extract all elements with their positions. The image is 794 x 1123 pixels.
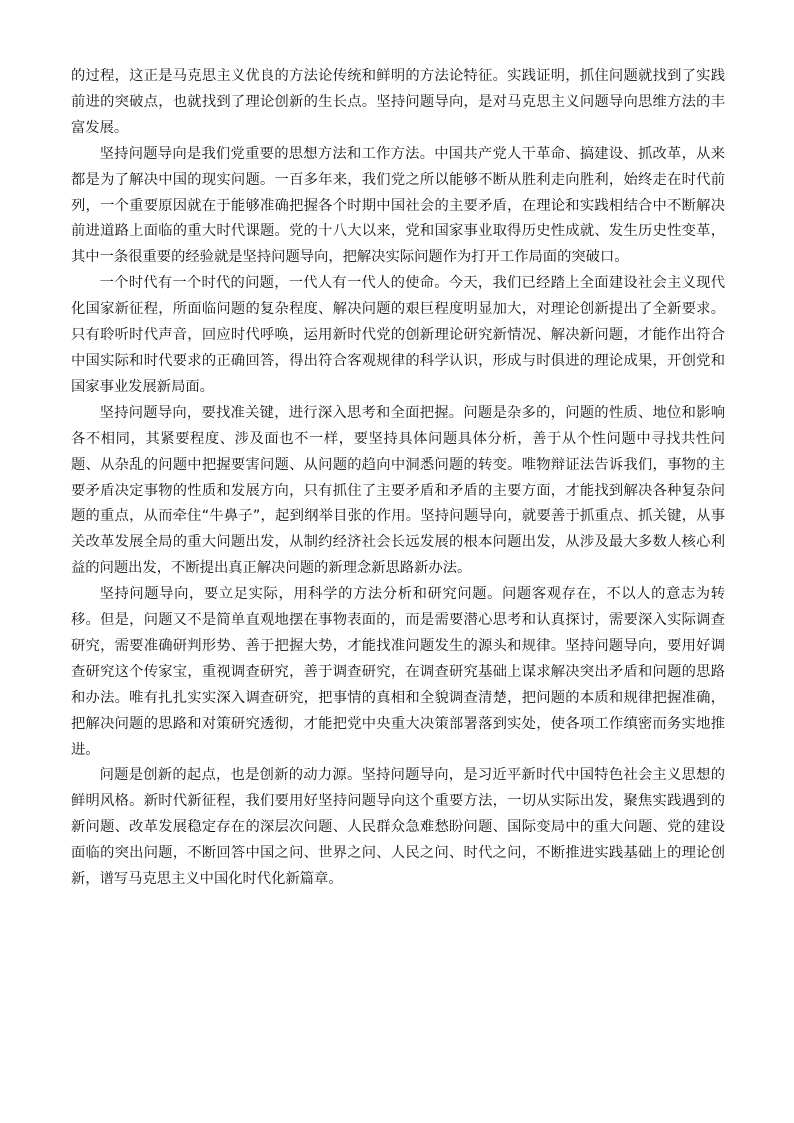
paragraph: 一个时代有一个时代的问题，一代人有一代人的使命。今天，我们已经踏上全面建设社会主义现代化国家新征程，所面临问题的复杂程度、解决问题的艰巨程度明显加大，对理论创新提出了全新要求。只有聆听时代声音，回应时代呼唤，运用新时代党的创新理论研究新情况、解决新问题，才能作出符合中国实际和时代要求的正确回答，得出符合客观规律的科学认识，形成与时俱进的理论成果，开创党和国家事业发展新局面。 bbox=[71, 275, 725, 395]
paragraph: 坚持问题导向，要立足实际，用科学的方法分析和研究问题。问题客观存在，不以人的意志为转移。但是，问题又不是简单直观地摆在事物表面的，而是需要潜心思考和认真探讨，需要深入实际调查研究，需要准确研判形势、善于把握大势，才能找准问题发生的源头和规律。坚持问题导向，要用好调查研究这个传家宝，重视调查研究，善于调查研究，在调查研究基础上谋求解决突出矛盾和问题的思路和办法。唯有扎扎实实深入调查研究，把事情的真相和全貌调查清楚，把问题的本质和规律把握准确，把解决问题的思路和对策研究透彻，才能把党中央重大决策部署落到实处，使各项工作缜密而务实地推进。 bbox=[71, 586, 725, 758]
document-body bbox=[71, 64, 725, 893]
paragraph: 问题是创新的起点，也是创新的动力源。坚持问题导向，是习近平新时代中国特色社会主义思想的鲜明风格。新时代新征程，我们要用好坚持问题导向这个重要方法，一切从实际出发，聚焦实践遇到的新问题、改革发展稳定存在的深层次问题、人民群众急难愁盼问题、国际变局中的重大问题、党的建设面临的突出问题，不断回答中国之问、世界之问、人民之问、时代之问，不断推进实践基础上的理论创新，谱写马克思主义中国化时代化新篇章。 bbox=[71, 767, 725, 888]
paragraph-continued: 的过程，这正是马克思主义优良的方法论传统和鲜明的方法论特征。实践证明，抓住问题就找到了实践前进的突破点，也就找到了理论创新的生长点。坚持问题导向，是对马克思主义问题导向思维方法的丰富发展。 bbox=[71, 68, 725, 136]
paragraph: 坚持问题导向是我们党重要的思想方法和工作方法。中国共产党人干革命、搞建设、抓改革，从来都是为了解决中国的现实问题。一百多年来，我们党之所以能够不断从胜利走向胜利，始终走在时代前列，一个重要原因就在于能够准确把握各个时期中国社会的主要矛盾，在理论和实践相结合中不断解决前进道路上面临的重大时代课题。党的十八大以来，党和国家事业取得历史性成就、发生历史性变革，其中一条很重要的经验就是坚持问题导向，把解决实际问题作为打开工作局面的突破口。 bbox=[71, 145, 725, 266]
paragraph: 坚持问题导向，要找准关键，进行深入思考和全面把握。问题是杂多的，问题的性质、地位和影响各不相同，其紧要程度、涉及面也不一样，要坚持具体问题具体分析，善于从个性问题中寻找共性问题、从杂乱的问题中把握要害问题、从问题的趋向中洞悉问题的转变。唯物辩证法告诉我们，事物的主要矛盾决定事物的性质和发展方向，只有抓住了主要矛盾和矛盾的主要方面，才能找到解决各种复杂问题的重点，从而牵住“牛鼻子”，起到纲举目张的作用。坚持问题导向，就要善于抓重点、抓关键，从事关改革发展全局的重大问题出发，从制约经济社会长远发展的根本问题出发，从涉及最大多数人核心利益的问题出发，不断提出真正解决问题的新理念新思路新办法。 bbox=[71, 404, 725, 577]
